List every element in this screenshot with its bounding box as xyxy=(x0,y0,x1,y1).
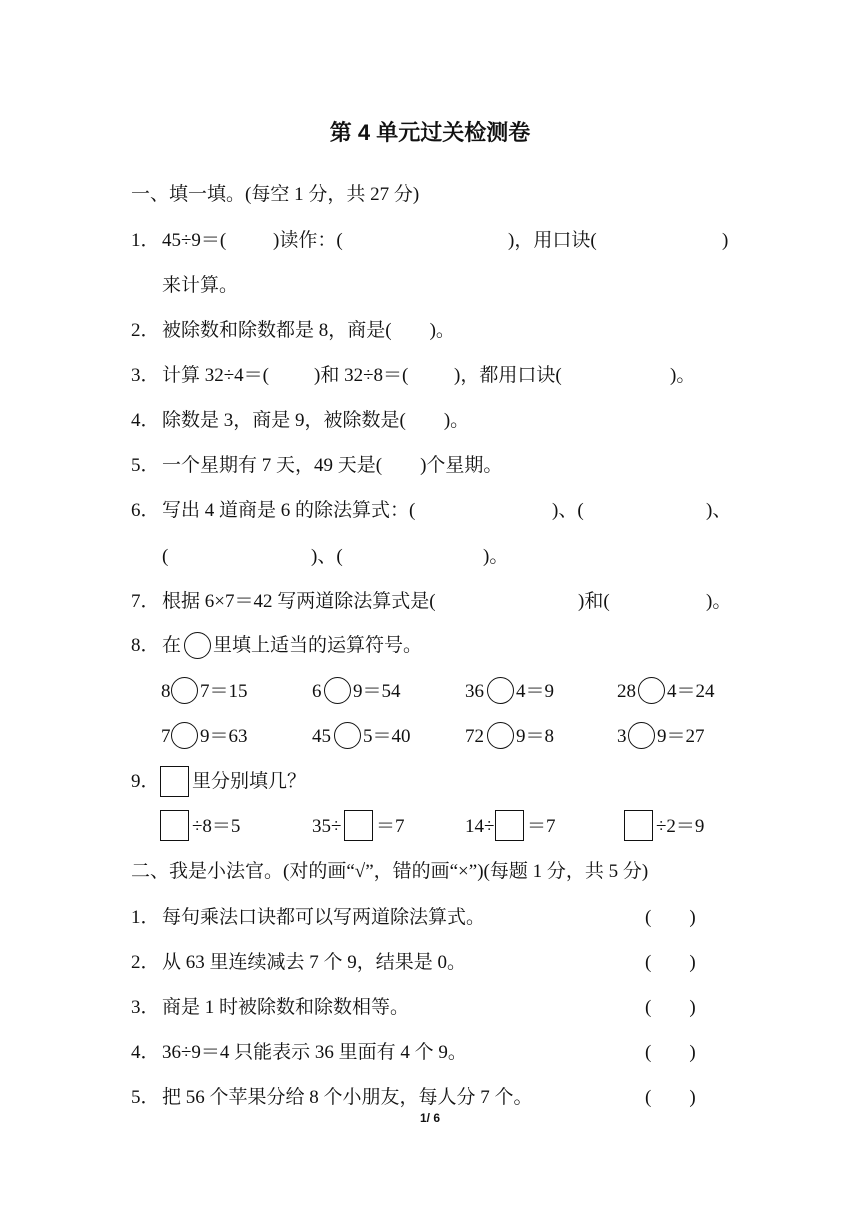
q5-text: 一个星期有 7 天，49 天是( )个星期。 xyxy=(162,455,503,476)
judge-item-number: 4． xyxy=(131,1042,160,1063)
q1-text-c: )，用口诀( xyxy=(508,230,597,251)
q8-r2-e3-right: 9＝8 xyxy=(516,726,555,747)
q7-text-c: )。 xyxy=(706,591,732,612)
q8-r1-e3-right: 4＝9 xyxy=(516,681,555,702)
q3-number: 3． xyxy=(131,365,160,386)
judge-item-text: 把 56 个苹果分给 8 个小朋友，每人分 7 个。 xyxy=(162,1087,533,1108)
answer-paren[interactable]: ( ) xyxy=(645,952,696,973)
q9-number: 9． xyxy=(131,771,160,792)
judge-item-text: 36÷9＝4 只能表示 36 里面有 4 个 9。 xyxy=(162,1042,467,1063)
q8-r1-e4-right: 4＝24 xyxy=(667,681,715,702)
q6-text-f: )。 xyxy=(483,546,509,567)
operator-circle-input[interactable] xyxy=(171,677,198,704)
q3-text-b: )和 32÷8＝( xyxy=(314,365,409,386)
judge-item-text: 商是 1 时被除数和除数相等。 xyxy=(162,997,410,1018)
q7-text-a: 根据 6×7＝42 写两道除法算式是( xyxy=(162,591,436,612)
q2-number: 2． xyxy=(131,320,160,341)
operator-circle-input[interactable] xyxy=(324,677,351,704)
blank-square-input[interactable] xyxy=(495,810,524,841)
q8-r2-e1-left: 7 xyxy=(161,726,171,747)
answer-paren[interactable]: ( ) xyxy=(645,907,696,928)
q3-text-d: )。 xyxy=(670,365,696,386)
answer-paren[interactable]: ( ) xyxy=(645,1042,696,1063)
q9-e1: ÷8＝5 xyxy=(192,816,241,837)
section2-heading: 二、我是小法官。(对的画“√”，错的画“×”)(每题 1 分，共 5 分) xyxy=(131,861,649,882)
q6-number: 6． xyxy=(131,500,160,521)
q8-r2-e3-left: 72 xyxy=(465,726,484,747)
q7-text-b: )和( xyxy=(578,591,610,612)
page-number: 1/ 6 xyxy=(419,1111,440,1125)
q1-number: 1． xyxy=(131,230,160,251)
q4-text: 除数是 3，商是 9，被除数是( )。 xyxy=(162,410,470,431)
q4-number: 4． xyxy=(131,410,160,431)
q9-e2-left: 35÷ xyxy=(312,816,342,837)
judge-item-number: 3． xyxy=(131,997,160,1018)
q8-r1-e4-left: 28 xyxy=(617,681,636,702)
judge-item-text: 每句乘法口诀都可以写两道除法算式。 xyxy=(162,907,486,928)
q8-r1-e2-left: 6 xyxy=(312,681,322,702)
blank-square-input[interactable] xyxy=(624,810,653,841)
q8-r2-e2-left: 45 xyxy=(312,726,331,747)
operator-circle-input[interactable] xyxy=(628,722,655,749)
q8-r1-e2-right: 9＝54 xyxy=(353,681,401,702)
q8-number: 8． xyxy=(131,635,160,656)
operator-circle-icon xyxy=(184,632,211,659)
q1-continuation: 来计算。 xyxy=(162,275,239,296)
blank-square-icon xyxy=(160,766,189,797)
q8-r1-e1-left: 8 xyxy=(161,681,171,702)
operator-circle-input[interactable] xyxy=(487,677,514,704)
q3-text-a: 计算 32÷4＝( xyxy=(162,365,270,386)
q7-number: 7． xyxy=(131,591,160,612)
judge-item-text: 从 63 里连续减去 7 个 9，结果是 0。 xyxy=(162,952,467,973)
operator-circle-input[interactable] xyxy=(334,722,361,749)
q5-number: 5． xyxy=(131,455,160,476)
q1-text-a: 45÷9＝( xyxy=(162,230,227,251)
judge-item-number: 5． xyxy=(131,1087,160,1108)
q6-text-c: )、 xyxy=(706,500,732,521)
operator-circle-input[interactable] xyxy=(487,722,514,749)
q8-text-post: 里填上适当的运算符号。 xyxy=(213,635,423,656)
answer-paren[interactable]: ( ) xyxy=(645,1087,696,1108)
operator-circle-input[interactable] xyxy=(171,722,198,749)
answer-paren[interactable]: ( ) xyxy=(645,997,696,1018)
q8-r2-e4-left: 3 xyxy=(617,726,627,747)
q3-text-c: )，都用口诀( xyxy=(454,365,562,386)
judge-item-number: 1． xyxy=(131,907,160,928)
blank-square-input[interactable] xyxy=(160,810,189,841)
operator-circle-input[interactable] xyxy=(638,677,665,704)
q8-r1-e3-left: 36 xyxy=(465,681,484,702)
judge-item-number: 2． xyxy=(131,952,160,973)
q8-r2-e4-right: 9＝27 xyxy=(657,726,705,747)
q9-text-post: 里分别填几？ xyxy=(192,771,307,792)
section1-heading: 一、填一填。(每空 1 分，共 27 分) xyxy=(131,184,420,205)
blank-square-input[interactable] xyxy=(344,810,373,841)
q6-text-a: 写出 4 道商是 6 的除法算式：( xyxy=(162,500,416,521)
q1-text-d: ) xyxy=(722,230,729,251)
q9-e3-right: ＝7 xyxy=(527,816,556,837)
q9-e2-right: ＝7 xyxy=(376,816,405,837)
q6-text-e: )、( xyxy=(311,546,343,567)
q8-r2-e2-right: 5＝40 xyxy=(363,726,411,747)
q6-text-b: )、( xyxy=(552,500,584,521)
q8-r2-e1-right: 9＝63 xyxy=(200,726,248,747)
q8-r1-e1-right: 7＝15 xyxy=(200,681,248,702)
q9-e3-left: 14÷ xyxy=(465,816,495,837)
q8-text-pre: 在 xyxy=(162,635,182,656)
page-title: 第 4 单元过关检测卷 xyxy=(329,120,531,145)
q1-text-b: )读作：( xyxy=(273,230,343,251)
q9-e4: ÷2＝9 xyxy=(656,816,705,837)
q6-text-d: ( xyxy=(162,546,169,567)
q2-text: 被除数和除数都是 8，商是( )。 xyxy=(162,320,455,341)
